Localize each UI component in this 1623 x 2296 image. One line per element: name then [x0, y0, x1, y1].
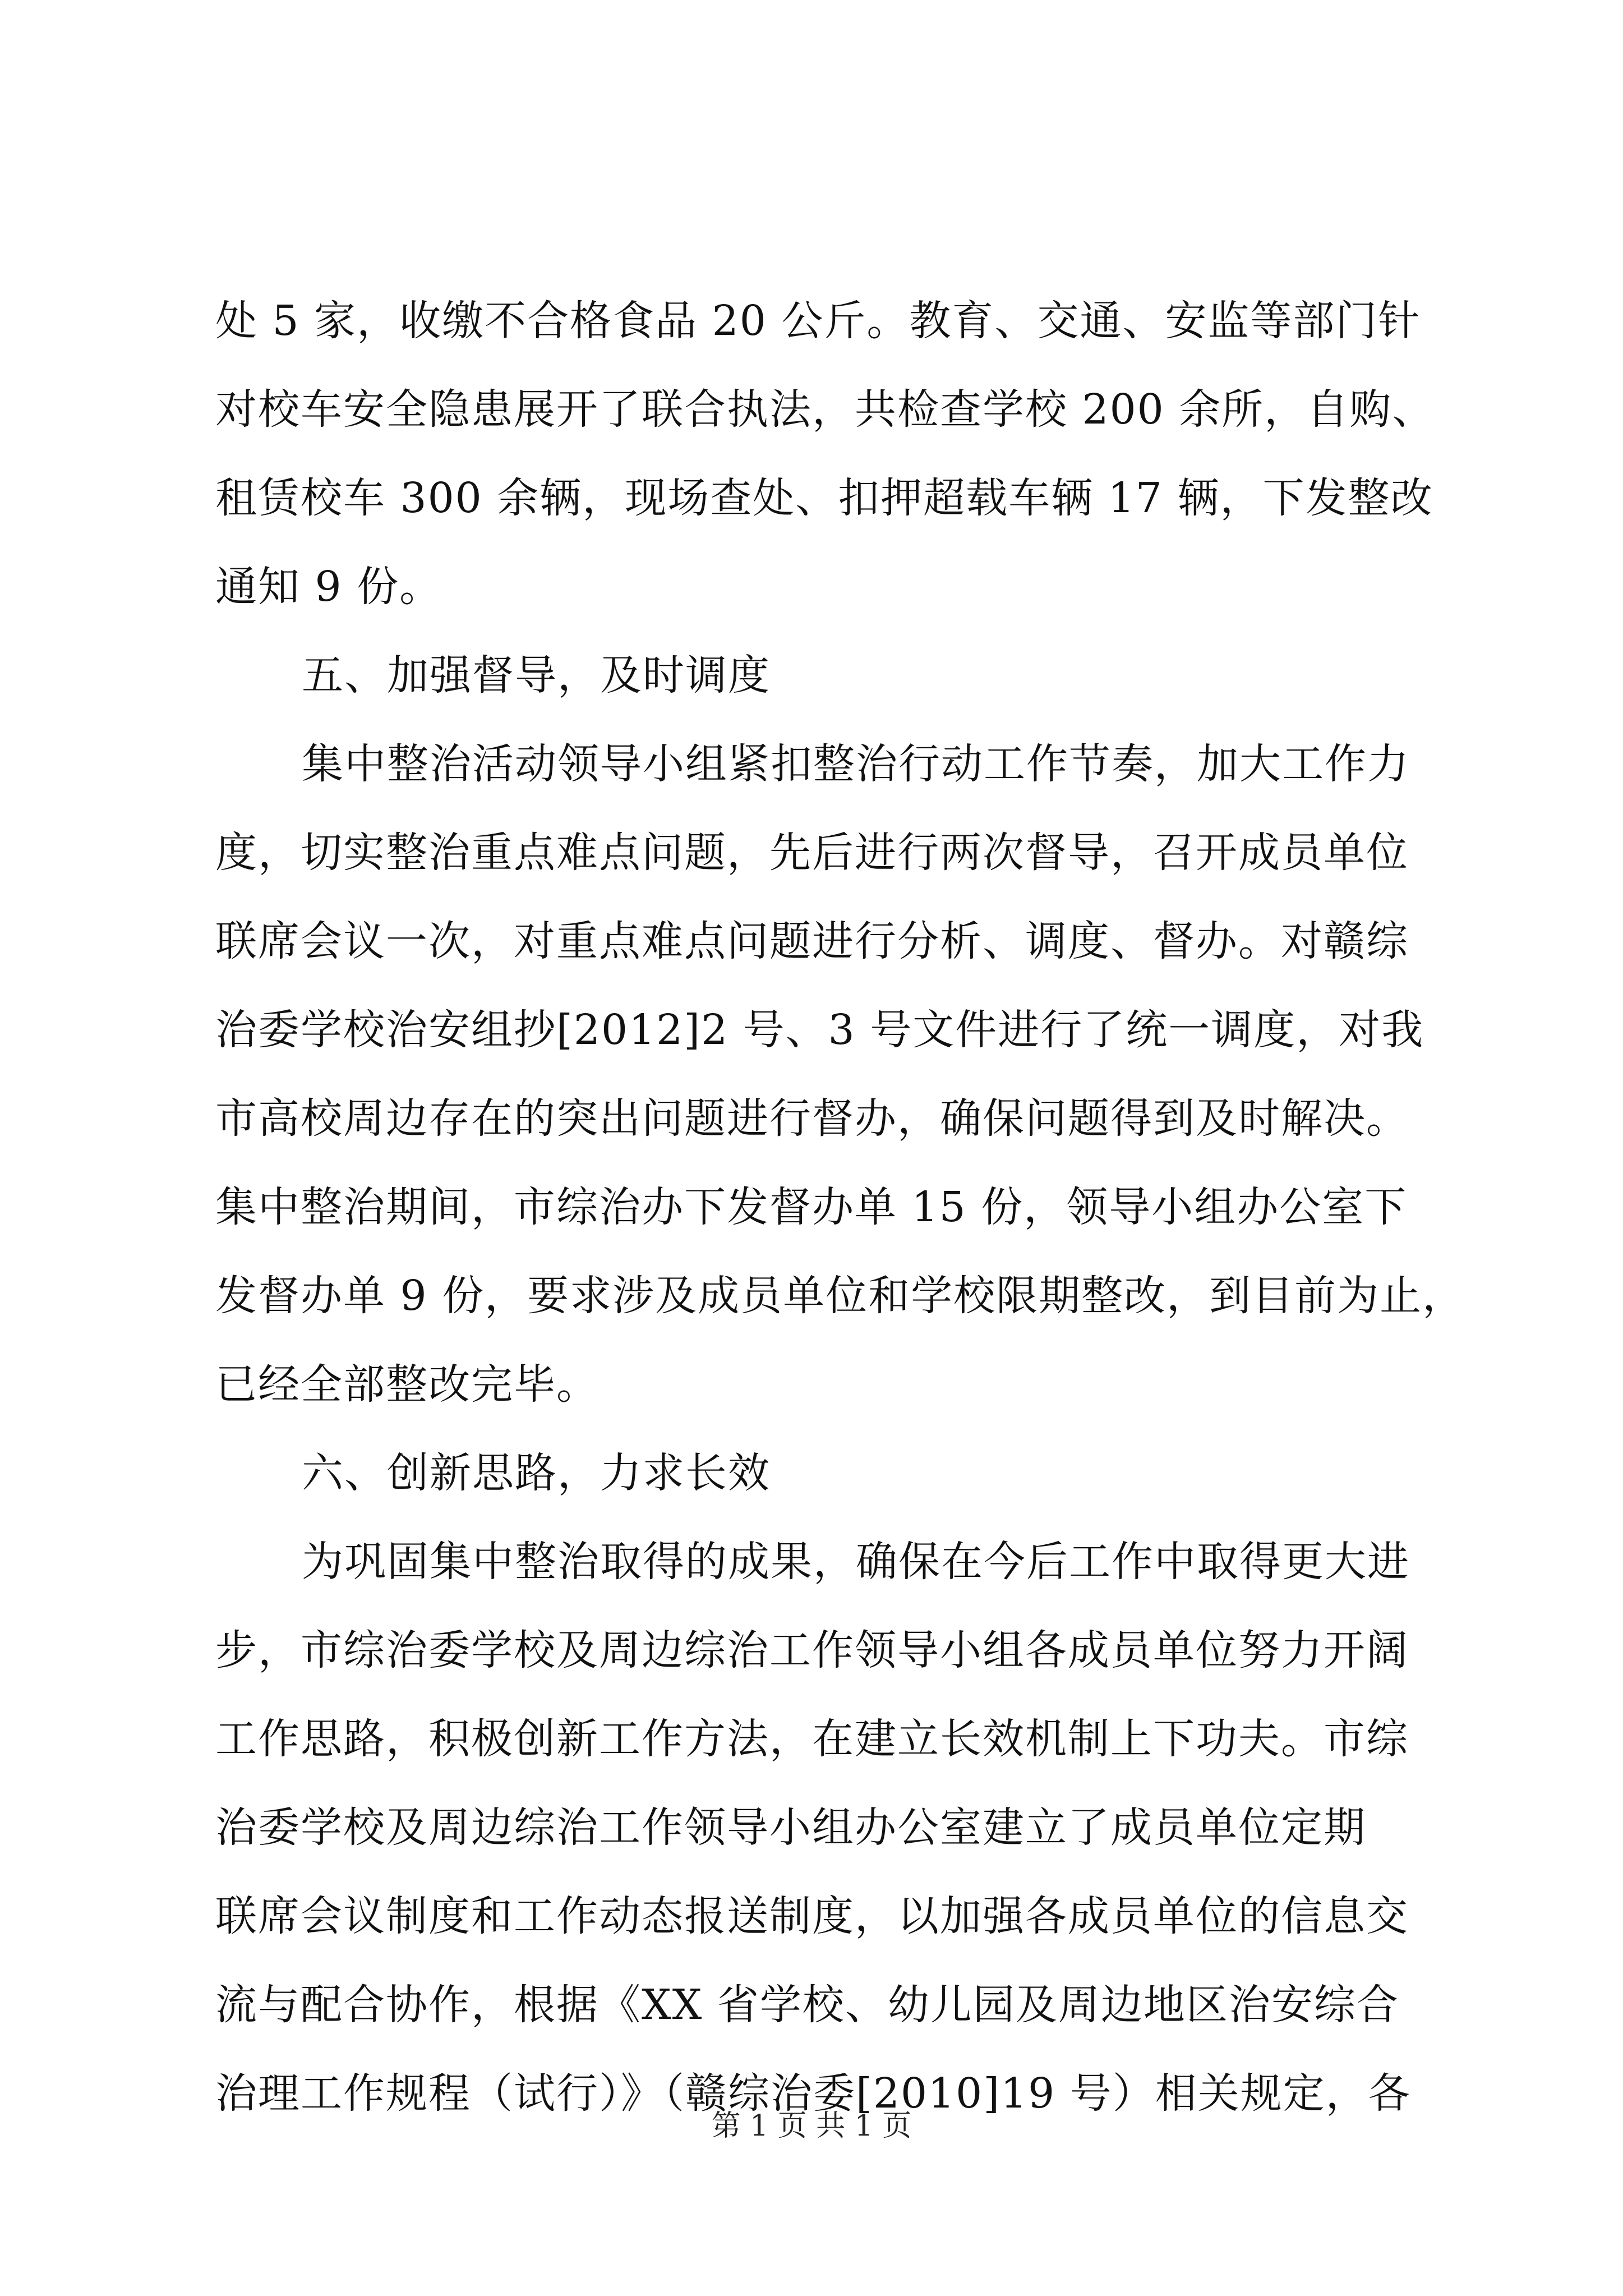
body-line: 已经全部整改完毕。 [215, 1360, 599, 1409]
body-line: 联席会议一次，对重点难点问题进行分析、调度、督办。对赣综 [215, 917, 1409, 965]
body-line: 发督办单 9 份，要求涉及成员单位和学校限期整改，到目前为止， [215, 1272, 1465, 1320]
section-heading-5: 五、加强督导，及时调度 [302, 651, 771, 700]
paragraph-first-line: 集中整治活动领导小组紧扣整治行动工作节奏，加大工作力 [302, 740, 1410, 788]
body-line: 租赁校车 300 余辆，现场查处、扣押超载车辆 17 辆，下发整改 [215, 474, 1433, 522]
body-line: 集中整治期间，市综治办下发督办单 15 份，领导小组办公室下 [215, 1183, 1408, 1231]
body-line: 流与配合协作，根据《XX 省学校、幼儿园及周边地区治安综合 [215, 1981, 1399, 2029]
body-line: 对校车安全隐患展开了联合执法，共检查学校 200 余所，自购、 [215, 385, 1435, 434]
section-heading-6: 六、创新思路，力求长效 [302, 1449, 771, 1497]
body-line: 治理工作规程（试行）》（赣综治委[2010]19 号）相关规定，各 [215, 2069, 1411, 2118]
body-line: 步，市综治委学校及周边综治工作领导小组各成员单位努力开阔 [215, 1626, 1409, 1674]
body-line: 联席会议制度和工作动态报送制度，以加强各成员单位的信息交 [215, 1892, 1409, 1940]
page-footer: 第 1 页 共 1 页 [711, 2109, 912, 2143]
paragraph-first-line: 为巩固集中整治取得的成果，确保在今后工作中取得更大进 [302, 1538, 1410, 1586]
body-line: 市高校周边存在的突出问题进行督办，确保问题得到及时解决。 [215, 1094, 1409, 1143]
body-line: 治委学校及周边综治工作领导小组办公室建立了成员单位定期 [215, 1803, 1366, 1852]
body-line: 工作思路，积极创新工作方法，在建立长效机制上下功夫。市综 [215, 1715, 1409, 1763]
body-line: 处 5 家，收缴不合格食品 20 公斤。教育、交通、安监等部门针 [215, 297, 1421, 345]
body-line: 通知 9 份。 [215, 563, 442, 611]
body-line: 度，切实整治重点难点问题，先后进行两次督导，召开成员单位 [215, 829, 1409, 877]
body-line: 治委学校治安组抄[2012]2 号、3 号文件进行了统一调度，对我 [215, 1006, 1424, 1054]
